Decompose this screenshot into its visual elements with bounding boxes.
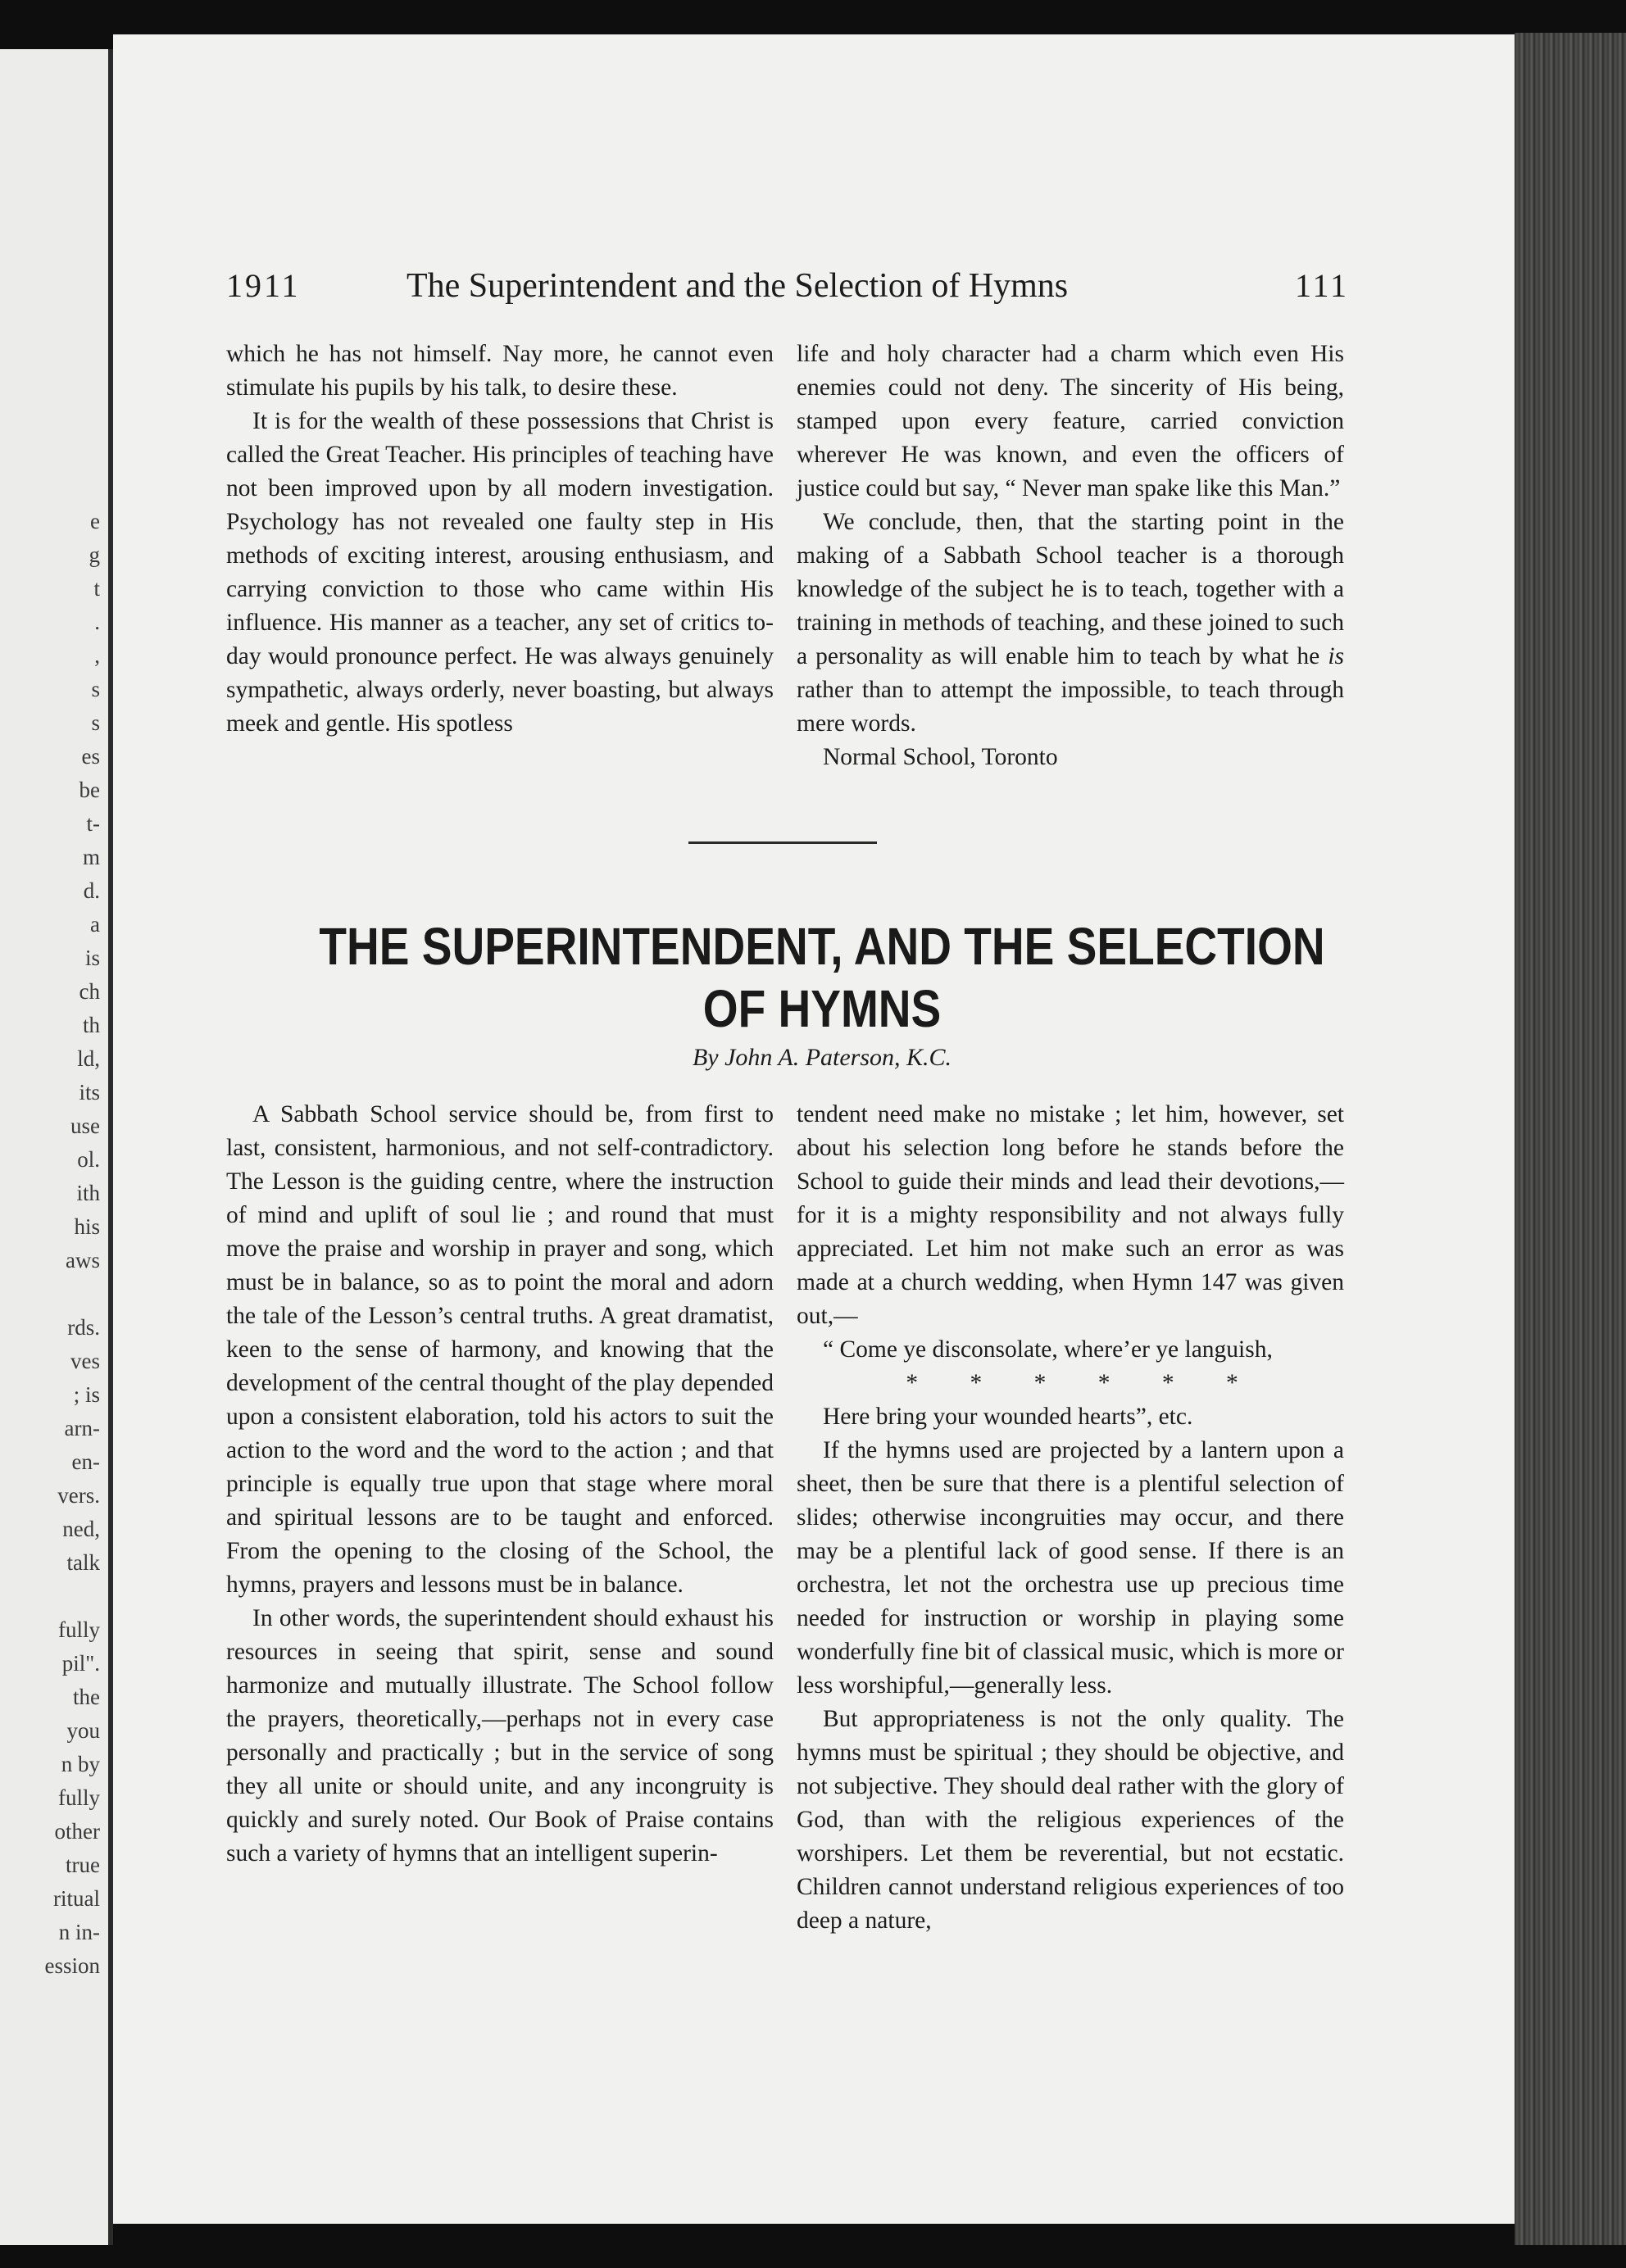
running-title: The Superintendent and the Selection of Hymns — [406, 267, 1069, 305]
paragraph-text: We conclude, then, that the starting point in the making of a Sabbath School teacher is a thorough knowledge of the subject he is to teach, together with a training in methods of teaching, and these joined to such a personality as will enable him to teach by what he — [797, 509, 1344, 669]
facing-page-text-fragment: , — [94, 643, 100, 668]
facing-page-text-fragment: s — [91, 710, 100, 735]
facing-page-text-fragment: ves — [70, 1349, 100, 1373]
hymn-quote-line: Here bring your wounded hearts”, etc. — [823, 1404, 1193, 1430]
hymn-quote-line: “ Come ye disconsolate, where’er ye languish, — [823, 1336, 1273, 1363]
paragraph: life and holy character had a charm which even His enemies could not deny. The sincerity of His being, stamped upon every feature, carried conviction wherever He was known, and even the officers of justice could but say, “ Never man spake like this Man.” — [797, 341, 1344, 501]
byline: By John A. Paterson, K.C. — [692, 1044, 952, 1071]
article-title — [290, 915, 1355, 1040]
facing-page-text-fragment: th — [82, 1013, 100, 1037]
facing-page-text-fragment: n in- — [58, 1920, 100, 1944]
facing-page-text-fragment: n by — [61, 1752, 100, 1776]
facing-page-text-fragment: e — [90, 509, 100, 533]
facing-page-text-fragment: ch — [79, 979, 100, 1004]
paragraph: But appropriateness is not the only quality. The hymns must be spiritual ; they should be objective, and not subjective. They should deal rather with the glory of God, than with the religious experiences of the worshipers. Let them be reverential, but not ecstatic. Children cannot understand religious experiences of too deep a nature, — [797, 1706, 1344, 1934]
section-divider — [688, 841, 877, 844]
facing-page-text-fragment: ned, — [62, 1517, 100, 1541]
facing-page-text-fragment: talk — [66, 1550, 100, 1575]
facing-page-text-fragment: other — [54, 1819, 100, 1844]
paragraph — [797, 506, 1344, 741]
facing-page-text-fragment: ith — [76, 1181, 100, 1205]
book-spine-edge — [1515, 33, 1626, 2245]
year-folio: 1911 — [226, 267, 301, 304]
facing-page-text-fragment: g — [89, 542, 100, 567]
facing-page-text-fragment: ol. — [77, 1147, 100, 1172]
facing-page-text-fragment: pil". — [61, 1651, 100, 1676]
facing-page-text-fragment: his — [74, 1214, 100, 1239]
ellipsis-stars: * * * * * * — [906, 1370, 1261, 1396]
facing-page-text-fragment: fully — [58, 1785, 100, 1810]
previous-article-column-left — [226, 338, 774, 741]
emphasis: is — [1328, 643, 1344, 669]
facing-page-text-fragment: ritual — [53, 1886, 100, 1911]
facing-page-text-fragment: t- — [86, 811, 100, 836]
facing-page-text-fragment: es — [81, 744, 100, 769]
facing-page-text-fragment: is — [84, 946, 100, 970]
facing-page-text-fragment: true — [66, 1853, 100, 1877]
paragraph: In other words, the superintendent should exhaust his resources in seeing that spirit, sense and sound harmonize and mutually illustrate. The School follow the prayers, theoretically,—perhaps not in every case personally and practically ; but in the service of song they all unite or should unite, and any incongruity is quickly and surely noted. Our Book of Praise contains such a variety of hymns that an intelligent superin- — [226, 1605, 774, 1867]
facing-page-text-fragment: m — [82, 845, 100, 869]
facing-page-text-fragment: arn- — [64, 1416, 100, 1440]
facing-page-text-fragment: d. — [83, 878, 100, 903]
facing-page-text-fragment: t — [93, 576, 100, 601]
article-title-line: THE SUPERINTENDENT, AND THE SELECTION — [319, 917, 1325, 976]
adjacent-page-edge — [0, 49, 113, 2245]
page-number: 111 — [1295, 267, 1350, 304]
facing-page-text-fragment: aws — [66, 1248, 100, 1272]
document-page — [113, 34, 1515, 2224]
article-title-line: OF HYMNS — [702, 979, 942, 1038]
paragraph: which he has not himself. Nay more, he cannot even stimulate his pupils by his talk, to desire these. — [226, 341, 774, 401]
previous-article-column-right — [797, 338, 1344, 774]
facing-page-text-fragment: ld, — [77, 1046, 100, 1071]
running-head — [113, 266, 1515, 312]
facing-page-text-fragment: s — [91, 677, 100, 701]
article-column-left — [226, 1098, 774, 1871]
article-column-right — [797, 1098, 1344, 1938]
facing-page-text-fragment: ; is — [73, 1382, 100, 1407]
facing-page-text-fragment: rds. — [67, 1315, 100, 1340]
facing-page-text-fragment: vers. — [57, 1483, 100, 1508]
facing-page-text-fragment: be — [79, 778, 100, 802]
facing-page-text-fragment: use — [70, 1114, 100, 1138]
paragraph: A Sabbath School service should be, from first to last, consistent, harmonious, and not self-contradictory. The Lesson is the guiding centre, where the instruction of mind and uplift of soul lie ; and round that must move the praise and worship in prayer and song, which must be in balance, so as to point the moral and adorn the tale of the Lesson’s central truths. A great dramatist, keen to the sense of harmony, and knowing that the development of the central thought of the play depended upon a consistent elaboration, told his actors to suit the action to the word and the word to the action ; and that principle is equally true upon that stage where moral and spiritual lessons are to be taught and enforced. From the opening to the closing of the School, the hymns, prayers and lessons must be in balance. — [226, 1101, 774, 1598]
facing-page-text-fragment: en- — [71, 1449, 100, 1474]
paragraph: tendent need make no mistake ; let him, however, set about his selection long before he stands before the School to guide their minds and lead their devotions,—for it is a mighty responsibility and not always fully appreciated. Let him not make such an error as was made at a church wedding, when Hymn 147 was given out,— — [797, 1101, 1344, 1329]
facing-page-text-fragment: its — [79, 1080, 100, 1105]
facing-page-text-fragment: a — [90, 912, 100, 937]
paragraph: It is for the wealth of these possessions that Christ is called the Great Teacher. His principles of teaching have not been improved upon by all modern investigation. Psychology has not revealed one faulty step in His methods of exciting interest, arousing enthusiasm, and carrying conviction to those who came within His influence. His manner as a teacher, any set of critics to-day would pronounce perfect. He was always genuinely sympathetic, always orderly, never boasting, but always meek and gentle. His spotless — [226, 408, 774, 737]
paragraph-text: rather than to attempt the impossible, to teach through mere words. — [797, 677, 1344, 737]
paragraph: If the hymns used are projected by a lantern upon a sheet, then be sure that there is a plentiful selection of slides; otherwise incongruities may occur, and there may be a plentiful lack of good sense. If there is an orchestra, let not the orchestra use up precious time needed for instruction or worship in playing some wonderfully fine bit of classical music, which is more or less worshipful,—generally less. — [797, 1437, 1344, 1699]
author-affiliation: Normal School, Toronto — [823, 744, 1058, 770]
facing-page-text-fragment: fully — [58, 1617, 100, 1642]
facing-page-text-fragment: you — [66, 1718, 100, 1743]
facing-page-text-fragment: the — [73, 1685, 100, 1709]
facing-page-text-fragment: . — [94, 610, 100, 634]
facing-page-text-fragment: ession — [44, 1953, 100, 1978]
